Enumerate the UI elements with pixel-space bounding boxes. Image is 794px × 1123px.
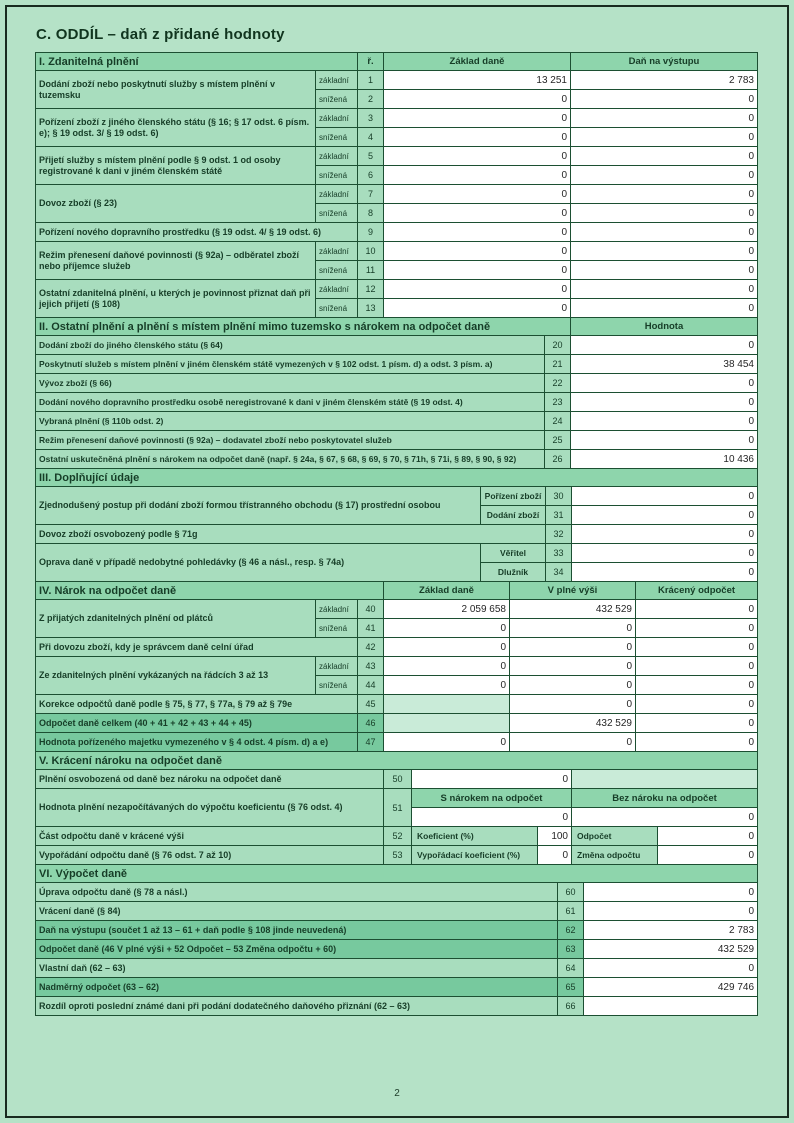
section-6-header-row (36, 865, 758, 883)
tax-value: 2 783 (571, 71, 758, 90)
full-value: 0 (510, 695, 636, 714)
form-row-63 (36, 940, 758, 959)
value-cell: 0 (571, 336, 758, 355)
tax-value: 0 (571, 128, 758, 147)
value-cell: 0 (571, 431, 758, 450)
form-row-47 (36, 733, 758, 752)
row-number: 34 (546, 563, 572, 582)
page-title: C. ODDÍL – daň z přidané hodnoty (36, 26, 285, 43)
row-label: Ze zdanitelných plnění vykázaných na řádcích 3 až 13 (36, 657, 316, 695)
base-value: 0 (384, 147, 571, 166)
sub-label-vyporadaci-koeficient: Vypořádací koeficient (%) (412, 846, 538, 865)
row-label: Z přijatých zdanitelných plnění od plátců (36, 600, 316, 638)
value-odpocet: 0 (658, 827, 758, 846)
section-5-kraceni-naroku (35, 751, 758, 865)
row-label: Režim přenesení daňové povinnosti (§ 92a) – dodavatel zboží nebo poskytovatel služeb (36, 431, 545, 450)
value-cell: 0 (572, 487, 758, 506)
column-header-s-narokem: S nárokem na odpočet (412, 789, 572, 808)
row-label: Pořízení nového dopravního prostředku (§ 19 odst. 4/ § 19 odst. 6) (36, 223, 358, 242)
rate-label: základní (316, 242, 358, 261)
row-number: 43 (358, 657, 384, 676)
row-number: 6 (358, 166, 384, 185)
row-number: 53 (384, 846, 412, 865)
row-label: Dovoz zboží (§ 23) (36, 185, 316, 223)
value-cell: 0 (572, 563, 758, 582)
tax-value: 0 (571, 109, 758, 128)
sub-label-odpocet: Odpočet (572, 827, 658, 846)
value-cell: 432 529 (584, 940, 758, 959)
value-cell: 0 (584, 883, 758, 902)
row-number: 25 (545, 431, 571, 450)
row-label: Přijetí služby s místem plnění podle § 9 odst. 1 od osoby registrované k dani v jiném členském státě (36, 147, 316, 185)
form-row-65 (36, 978, 758, 997)
section-3-title: III. Doplňující údaje (36, 469, 758, 487)
full-value: 0 (510, 676, 636, 695)
base-value: 0 (384, 733, 510, 752)
section-4-narok-na-odpocet (35, 581, 758, 752)
value-cell: 0 (572, 525, 758, 544)
reduced-value: 0 (636, 676, 758, 695)
form-row-64 (36, 959, 758, 978)
reduced-value: 0 (636, 695, 758, 714)
form-row-21 (36, 355, 758, 374)
column-header-radek: ř. (358, 53, 384, 71)
form-row-43 (36, 657, 758, 676)
row-number: 12 (358, 280, 384, 299)
row-number: 26 (545, 450, 571, 469)
value-cell: 0 (571, 393, 758, 412)
row-number: 23 (545, 393, 571, 412)
row-number: 46 (358, 714, 384, 733)
full-value: 0 (510, 657, 636, 676)
section-2-ostatni-plneni (35, 317, 758, 469)
form-row-30 (36, 487, 758, 506)
row-number: 62 (558, 921, 584, 940)
row-label: Ostatní uskutečněná plnění s nárokem na odpočet daně (např. § 24a, § 67, § 68, § 69, § 70, § 71h, § 71i, § 89, § 90, § 92) (36, 450, 545, 469)
column-header-hodnota: Hodnota (571, 318, 758, 336)
row-number: 63 (558, 940, 584, 959)
form-row-42 (36, 638, 758, 657)
form-row-9 (36, 223, 758, 242)
tax-value: 0 (571, 147, 758, 166)
row-number: 47 (358, 733, 384, 752)
row-label: Rozdíl oproti poslední známé dani při podání dodatečného daňového přiznání (62 – 63) (36, 997, 558, 1016)
rate-label: základní (316, 109, 358, 128)
form-row-53 (36, 846, 758, 865)
tax-value: 0 (571, 299, 758, 318)
base-value: 0 (384, 657, 510, 676)
row-label: Poskytnutí služeb s místem plnění v jiném členském státě vymezených v § 102 odst. 1 písm. d) a odst. 3 písm. a) (36, 355, 545, 374)
tax-value: 0 (571, 261, 758, 280)
row-number: 42 (358, 638, 384, 657)
form-row-52 (36, 827, 758, 846)
full-value: 0 (510, 619, 636, 638)
column-header-v-plne-vysi: V plné výši (510, 582, 636, 600)
value-cell: 0 (584, 959, 758, 978)
row-label: Plnění osvobozená od daně bez nároku na odpočet daně (36, 770, 384, 789)
rate-label: snížená (316, 128, 358, 147)
reduced-value: 0 (636, 657, 758, 676)
form-row-40 (36, 600, 758, 619)
rate-label: základní (316, 71, 358, 90)
row-label: Dovoz zboží osvobozený podle § 71g (36, 525, 546, 544)
form-row-60 (36, 883, 758, 902)
row-number: 65 (558, 978, 584, 997)
base-value: 0 (384, 185, 571, 204)
column-header-zaklad-dane: Základ daně (384, 582, 510, 600)
form-row-33 (36, 544, 758, 563)
row-label: Hodnota plnění nezapočítávaných do výpočtu koeficientu (§ 76 odst. 4) (36, 789, 384, 827)
form-row-5 (36, 147, 758, 166)
form-row-1 (36, 71, 758, 90)
rate-label: snížená (316, 299, 358, 318)
form-row-32 (36, 525, 758, 544)
value-bez-naroku: 0 (572, 808, 758, 827)
form-row-62 (36, 921, 758, 940)
full-value: 432 529 (510, 600, 636, 619)
rate-label: snížená (316, 619, 358, 638)
section-5-header-row (36, 752, 758, 770)
page-number: 2 (394, 1088, 400, 1099)
section-5-title: V. Krácení nároku na odpočet daně (36, 752, 758, 770)
row-label: Korekce odpočtů daně podle § 75, § 77, § 77a, § 79 až § 79e (36, 695, 358, 714)
value-cell: 0 (571, 374, 758, 393)
tax-value: 0 (571, 166, 758, 185)
row-label: Část odpočtu daně v krácené výši (36, 827, 384, 846)
rate-label: základní (316, 147, 358, 166)
row-number: 66 (558, 997, 584, 1016)
value-cell: 38 454 (571, 355, 758, 374)
form-row-20 (36, 336, 758, 355)
row-number: 11 (358, 261, 384, 280)
row-label: Ostatní zdanitelná plnění, u kterých je povinnost přiznat daň při jejich přijetí (§ 108) (36, 280, 316, 318)
row-label: Hodnota pořízeného majetku vymezeného v § 4 odst. 4 písm. d) a e) (36, 733, 358, 752)
row-number: 32 (546, 525, 572, 544)
row-label: Oprava daně v případě nedobytné pohledávky (§ 46 a násl., resp. § 74a) (36, 544, 481, 582)
section-4-title: IV. Nárok na odpočet daně (36, 582, 384, 600)
row-number: 64 (558, 959, 584, 978)
value-cell: 0 (571, 412, 758, 431)
section-3-header-row (36, 469, 758, 487)
sub-label: Věřitel (481, 544, 546, 563)
row-label: Odpočet daně celkem (40 + 41 + 42 + 43 + 44 + 45) (36, 714, 358, 733)
form-row-46 (36, 714, 758, 733)
sub-label-zmena-odpoctu: Změna odpočtu (572, 846, 658, 865)
value-cell (584, 997, 758, 1016)
full-value: 0 (510, 638, 636, 657)
row-number: 30 (546, 487, 572, 506)
rate-label: snížená (316, 261, 358, 280)
rate-label: základní (316, 600, 358, 619)
form-row-25 (36, 431, 758, 450)
rate-label: základní (316, 657, 358, 676)
column-header-zaklad-dane: Základ daně (384, 53, 571, 71)
reduced-value: 0 (636, 733, 758, 752)
row-number: 21 (545, 355, 571, 374)
row-label: Vlastní daň (62 – 63) (36, 959, 558, 978)
tax-value: 0 (571, 204, 758, 223)
row-label: Při dovozu zboží, kdy je správcem daně celní úřad (36, 638, 358, 657)
row-label: Dodání zboží do jiného členského státu (§ 64) (36, 336, 545, 355)
value-cell: 10 436 (571, 450, 758, 469)
form-row-7 (36, 185, 758, 204)
row-label: Vybraná plnění (§ 110b odst. 2) (36, 412, 545, 431)
form-row-23 (36, 393, 758, 412)
form-row-51-headers (36, 789, 758, 808)
section-3-doplnujici-udaje (35, 468, 758, 582)
row-label: Dodání nového dopravního prostředku osobě neregistrované k dani v jiném členském státě (§ 19 odst. 4) (36, 393, 545, 412)
rate-label: základní (316, 185, 358, 204)
row-label: Vývoz zboží (§ 66) (36, 374, 545, 393)
row-label: Pořízení zboží z jiného členského státu (§ 16; § 17 odst. 6 písm. e); § 19 odst. 3/ § 19 odst. 6) (36, 109, 316, 147)
row-label: Dodání zboží nebo poskytnutí služby s místem plnění v tuzemsku (36, 71, 316, 109)
row-number: 51 (384, 789, 412, 827)
form-row-24 (36, 412, 758, 431)
section-1-header-row (36, 53, 758, 71)
base-value: 0 (384, 619, 510, 638)
row-number: 4 (358, 128, 384, 147)
form-row-12 (36, 280, 758, 299)
value-cell: 2 783 (584, 921, 758, 940)
row-number: 5 (358, 147, 384, 166)
form-row-26 (36, 450, 758, 469)
row-number: 24 (545, 412, 571, 431)
section-6-title: VI. Výpočet daně (36, 865, 758, 883)
row-number: 31 (546, 506, 572, 525)
form-row-22 (36, 374, 758, 393)
column-header-dan-na-vystupu: Daň na výstupu (571, 53, 758, 71)
disabled-cell (384, 714, 510, 733)
base-value: 0 (384, 299, 571, 318)
sub-label: Pořízení zboží (481, 487, 546, 506)
row-label: Odpočet daně (46 V plné výši + 52 Odpočet – 53 Změna odpočtu + 60) (36, 940, 558, 959)
sub-label-koeficient: Koeficient (%) (412, 827, 538, 846)
row-label: Daň na výstupu (součet 1 až 13 – 61 + daň podle § 108 jinde neuvedená) (36, 921, 558, 940)
disabled-cell (572, 770, 758, 789)
section-2-header-row (36, 318, 758, 336)
row-number: 41 (358, 619, 384, 638)
base-value: 0 (384, 128, 571, 147)
rate-label: snížená (316, 676, 358, 695)
base-value: 0 (384, 223, 571, 242)
row-label: Vypořádání odpočtu daně (§ 76 odst. 7 až 10) (36, 846, 384, 865)
row-number: 8 (358, 204, 384, 223)
value-vyporadaci-koeficient: 0 (538, 846, 572, 865)
row-number: 20 (545, 336, 571, 355)
row-number: 9 (358, 223, 384, 242)
tax-value: 0 (571, 280, 758, 299)
row-label: Vrácení daně (§ 84) (36, 902, 558, 921)
row-label: Režim přenesení daňové povinnosti (§ 92a) – odběratel zboží nebo příjemce služeb (36, 242, 316, 280)
base-value: 13 251 (384, 71, 571, 90)
base-value: 0 (384, 166, 571, 185)
row-number: 33 (546, 544, 572, 563)
form-row-45 (36, 695, 758, 714)
base-value: 0 (384, 242, 571, 261)
row-number: 40 (358, 600, 384, 619)
row-number: 7 (358, 185, 384, 204)
base-value: 0 (384, 280, 571, 299)
rate-label: snížená (316, 204, 358, 223)
tax-form-page (35, 26, 759, 1016)
form-row-3 (36, 109, 758, 128)
value-cell: 0 (584, 902, 758, 921)
reduced-value: 0 (636, 714, 758, 733)
tax-value: 0 (571, 90, 758, 109)
base-value: 2 059 658 (384, 600, 510, 619)
base-value: 0 (384, 90, 571, 109)
form-row-10 (36, 242, 758, 261)
value-s-narokem: 0 (412, 808, 572, 827)
base-value: 0 (384, 676, 510, 695)
row-number: 3 (358, 109, 384, 128)
row-label: Nadměrný odpočet (63 – 62) (36, 978, 558, 997)
row-label: Zjednodušený postup při dodání zboží formou třístranného obchodu (§ 17) prostřední osobou (36, 487, 481, 525)
row-label: Úprava odpočtu daně (§ 78 a násl.) (36, 883, 558, 902)
row-number: 52 (384, 827, 412, 846)
full-value: 432 529 (510, 714, 636, 733)
rate-label: snížená (316, 166, 358, 185)
value-zmena-odpoctu: 0 (658, 846, 758, 865)
row-number: 1 (358, 71, 384, 90)
row-number: 61 (558, 902, 584, 921)
base-value: 0 (384, 261, 571, 280)
section-6-vypocet-dane (35, 864, 758, 1016)
section-2-title: II. Ostatní plnění a plnění s místem plnění mimo tuzemsko s nárokem na odpočet daně (36, 318, 571, 336)
form-row-61 (36, 902, 758, 921)
rate-label: snížená (316, 90, 358, 109)
section-4-header-row (36, 582, 758, 600)
disabled-cell (384, 695, 510, 714)
tax-value: 0 (571, 185, 758, 204)
sub-label: Dlužník (481, 563, 546, 582)
row-number: 2 (358, 90, 384, 109)
form-row-66 (36, 997, 758, 1016)
reduced-value: 0 (636, 600, 758, 619)
full-value: 0 (510, 733, 636, 752)
base-value: 0 (384, 204, 571, 223)
section-1-title: I. Zdanitelná plnění (36, 53, 358, 71)
row-number: 60 (558, 883, 584, 902)
row-number: 10 (358, 242, 384, 261)
column-header-bez-naroku: Bez nároku na odpočet (572, 789, 758, 808)
sub-label: Dodání zboží (481, 506, 546, 525)
value-cell: 0 (572, 544, 758, 563)
rate-label: základní (316, 280, 358, 299)
reduced-value: 0 (636, 619, 758, 638)
row-number: 50 (384, 770, 412, 789)
section-1-zdanitelna-plneni (35, 52, 758, 318)
row-number: 44 (358, 676, 384, 695)
tax-value: 0 (571, 242, 758, 261)
row-number: 22 (545, 374, 571, 393)
row-number: 13 (358, 299, 384, 318)
tax-value: 0 (571, 223, 758, 242)
value-cell: 0 (412, 770, 572, 789)
column-header-kraceny-odpocet: Krácený odpočet (636, 582, 758, 600)
value-cell: 429 746 (584, 978, 758, 997)
value-koeficient: 100 (538, 827, 572, 846)
form-row-50 (36, 770, 758, 789)
base-value: 0 (384, 638, 510, 657)
row-number: 45 (358, 695, 384, 714)
value-cell: 0 (572, 506, 758, 525)
base-value: 0 (384, 109, 571, 128)
reduced-value: 0 (636, 638, 758, 657)
